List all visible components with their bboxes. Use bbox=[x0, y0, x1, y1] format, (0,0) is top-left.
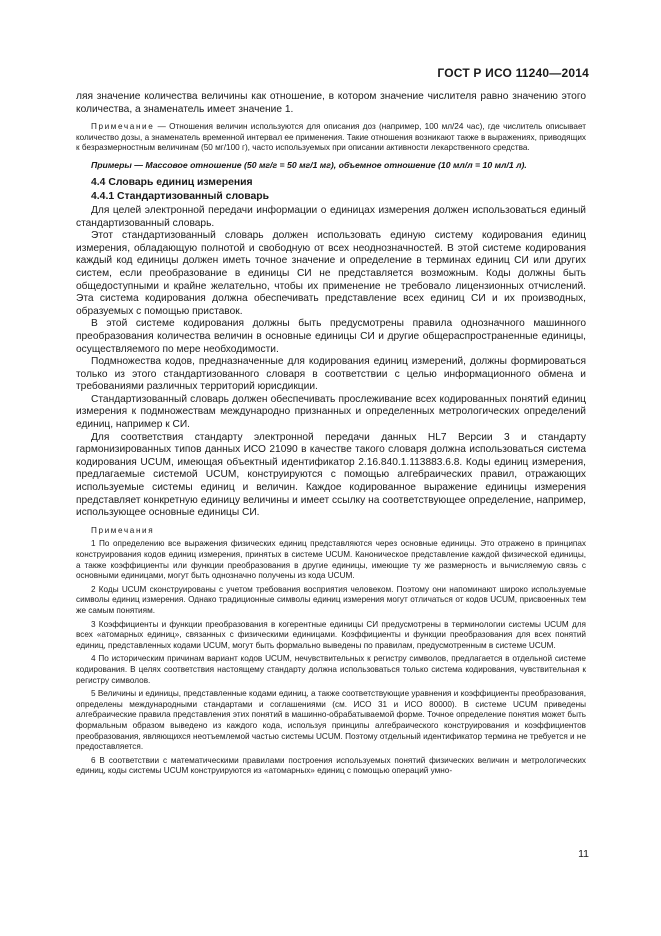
body-paragraph-5: Стандартизованный словарь должен обеспечивать прослеживание всех кодированных понятий единиц измерения к подмножествам международно признанных и определенных метрологических определений единиц, например к СИ. bbox=[76, 393, 586, 431]
note-paragraph bbox=[76, 122, 586, 154]
examples-paragraph: Примеры — Массовое отношение (50 мг/г = 50 мг/1 мг), объемное отношение (10 мл/л = 10 мл/1 л). bbox=[91, 159, 527, 170]
note-label: Примечание bbox=[91, 122, 155, 132]
subsection-heading: 4.4.1 Стандартизованный словарь bbox=[91, 190, 270, 202]
body-paragraph-1: Для целей электронной передачи информации о единицах измерения должен использоваться единый стандартизованный словарь. bbox=[76, 204, 586, 229]
note-item-4: 4 По историческим причинам вариант кодов UCUM, нечувствительных к регистру символов, предлагается в отдельной системе кодирования. В целях соответствия настоящему стандарту должна использоваться только система кодирования, чувствительная к регистру символов. bbox=[76, 654, 586, 685]
body-paragraph-6: Для соответствия стандарту электронной передачи данных HL7 Версии 3 и стандарту гармонизированных типов данных ИСО 21090 в качестве такого словаря должна использоваться система кодирования UCUM, имеющая объектный идентификатор 2.16.840.1.113883.6.8. Коды единиц измерения, предлагаемые системой UCUM, конструируются с помощью алгебраических правил, отражающих используемые системы единиц и величин. Каждое кодированное выражение единицы измерения представляет конкретную единицу величины и имеет ссылку на соответствующее определение, например, использующее основные единицы СИ. bbox=[76, 431, 586, 519]
body-paragraph-4: Подмножества кодов, предназначенные для кодирования единиц измерений, должны формироваться только из этого стандартизованного словаря в соответствии с целью информационного обмена и требованиями различных территорий юрисдикции. bbox=[76, 356, 586, 393]
note-item-3: 3 Коэффициенты и функции преобразования в когерентные единицы СИ предусмотрены в терминологии системы UCUM для всех «атомарных единиц», связанных с физическими единицами. Коэффициенты и функции преобразования для всех понятий единиц, представленных кодами UCUM, могут быть формально выведены по правилам, предусмотренным в системе UCUM. bbox=[76, 619, 586, 650]
notes-heading: Примечания bbox=[91, 525, 155, 535]
note-item-6: 6 В соответствии с математическими правилами построения используемых понятий физических величин и метрологических единиц, коды системы UCUM конструируются из «атомарных» единиц с помощью операций умно- bbox=[76, 755, 586, 776]
note-item-1: 1 По определению все выражения физических единиц представляются через основные единицы. Это отражено в принципах конструирования кодов единиц измерения, принятых в системе UCUM. Каноническое представление каждой физической единицы, а также коэффициенты или функции преобразования в другие единицы, имеющие ту же размерность и вычисляемую связь с основными единицами, могут быть однозначно получены из кода UCUM. bbox=[76, 539, 586, 581]
note-text: — Отношения величин используются для описания доз (например, 100 мл/24 час), где числитель описывает количество дозы, а знаменатель временной интервал ее применения. Такие отношения возникают также в выражениях, приводящих к безразмерностным величинам (50 мг/100 г), часто используемых при описании активности лекарственного средства. bbox=[76, 122, 586, 153]
note-item-5: 5 Величины и единицы, представленные кодами единиц, а также соответствующие уравнения и коэффициенты преобразования, определены международными стандартами и соглашениями (см. ИСО 31 и ИСО 80000). В системе UCUM приведены алгебраические правила представления этих понятий в машинно-обрабатываемой форме. Точное определение понятия может быть формальным образом выведено из каждого кода, используя принципы алгебраического конструирования и коэффициентов преобразования, являющихся неотъемлемой частью системы UCUM. Поэтому отдельный идентификатор термина не требуется и не предоставляется. bbox=[76, 689, 586, 752]
note-item-2: 2 Коды UCUM сконструированы с учетом требования восприятия человеком. Поэтому они напоминают широко используемые символы единиц измерения. Однако традиционные символы единиц измерения могут отличаться от кодов UCUM, присвоенных тем же самым понятиям. bbox=[76, 584, 586, 615]
section-heading: 4.4 Словарь единиц измерения bbox=[91, 176, 253, 188]
page-content bbox=[76, 91, 586, 777]
intro-continuation: ляя значение количества величины как отношение, в котором значение числителя равно значению этого количества, а знаменатель имеет значение 1. bbox=[76, 91, 586, 115]
body-paragraph-2: Этот стандартизованный словарь должен использовать единую систему кодирования единиц измерения, обладающую полнотой и свободную от всех неоднозначностей. В этой системе кодирования каждый код единицы должен иметь точное значение и определение в терминах единиц СИ или других систем, если преобразование в единицы СИ не представляется возможным. Коды должны быть общедоступными и крайне желательно, чтобы их применение не требовало лицензионных отчислений. Эта система кодирования должна обеспечивать представление всех единиц СИ и их производных, образуемых с помощью приставок. bbox=[76, 230, 586, 317]
body-paragraph-3: В этой системе кодирования должны быть предусмотрены правила однозначного машинного преобразования количества величин в основные единицы СИ и другие общераспространенные единицы, осуществляемого по мере необходимости. bbox=[76, 318, 586, 355]
document-id-header: ГОСТ Р ИСО 11240—2014 bbox=[437, 66, 589, 80]
page-number: 11 bbox=[578, 848, 589, 860]
